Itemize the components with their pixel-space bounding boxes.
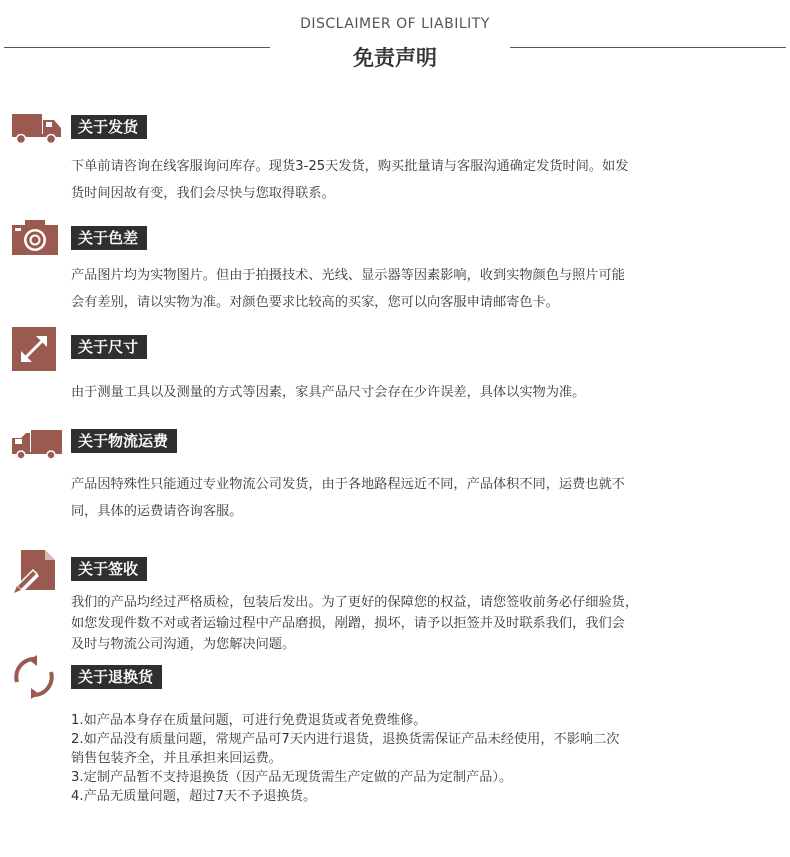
section-title-color: 关于色差 — [71, 226, 147, 250]
text-line: 产品图片均为实物图片。但由于拍摄技术、光线、显示器等因素影响，收到实物颜色与照片可能 — [71, 268, 625, 283]
section-returns — [0, 654, 790, 824]
list-item: 1.如产品本身存在质量问题，可进行免费退货或者免费维修。 — [71, 713, 427, 728]
section-title-size: 关于尺寸 — [71, 335, 147, 359]
disclaimer-subtitle: DISCLAIMER OF LIABILITY — [300, 16, 490, 32]
section-signing — [0, 548, 790, 658]
delivery-truck-icon — [11, 428, 61, 470]
section-shipping — [0, 106, 790, 206]
page-title: 免责声明 — [353, 46, 437, 70]
text-line: 我们的产品均经过严格质检，包装后发出。为了更好的保障您的权益，请您签收前务必仔细验货， — [71, 595, 639, 610]
text-line: 货时间因故有变，我们会尽快与您取得联系。 — [71, 186, 335, 201]
logistics-text — [71, 471, 771, 525]
page-header — [0, 0, 790, 80]
text-line: 同，具体的运费请咨询客服。 — [71, 504, 243, 519]
list-item: 3.定制产品暂不支持退换货（因产品无现货需生产定做的产品为定制产品）。 — [71, 770, 513, 785]
section-title-logistics: 关于物流运费 — [71, 429, 177, 453]
section-title-shipping: 关于发货 — [71, 115, 147, 139]
shipping-text — [71, 153, 771, 207]
text-line: 如您发现件数不对或者运输过程中产品磨损，剐蹭，损坏，请予以拒签并及时联系我们，我们会 — [71, 616, 625, 631]
section-logistics — [0, 425, 790, 525]
text-line: 会有差别，请以实物为准。对颜色要求比较高的买家，您可以向客服申请邮寄色卡。 — [71, 295, 559, 310]
sign-pen-icon — [11, 548, 61, 590]
section-title-returns: 关于退换货 — [71, 665, 162, 689]
section-size — [0, 324, 790, 404]
returns-list — [71, 711, 771, 806]
resize-arrow-icon — [11, 326, 61, 368]
text-line: 下单前请咨询在线客服询问库存。现货3-25天发货，购买批量请与客服沟通确定发货时间。如发 — [71, 159, 629, 174]
list-item: 2.如产品没有质量问题，常规产品可7天内进行退货，退换货需保证产品未经使用，不影响二次 — [71, 732, 620, 747]
text-line: 及时与物流公司沟通，为您解决问题。 — [71, 637, 296, 652]
color-text — [71, 262, 771, 316]
signing-text — [71, 592, 771, 655]
truck-icon — [11, 110, 61, 152]
section-title-signing: 关于签收 — [71, 557, 147, 581]
camera-icon — [11, 217, 61, 259]
size-text — [71, 379, 771, 406]
list-item: 4.产品无质量问题，超过7天不予退换货。 — [71, 789, 317, 804]
exchange-cycle-icon — [11, 654, 61, 696]
text-line: 由于测量工具以及测量的方式等因素，家具产品尺寸会存在少许误差，具体以实物为准。 — [71, 385, 586, 400]
text-line: 产品因特殊性只能通过专业物流公司发货，由于各地路程远近不同，产品体积不同，运费也就不 — [71, 477, 625, 492]
section-color — [0, 215, 790, 315]
list-item: 销售包装齐全，并且承担来回运费。 — [71, 751, 282, 766]
